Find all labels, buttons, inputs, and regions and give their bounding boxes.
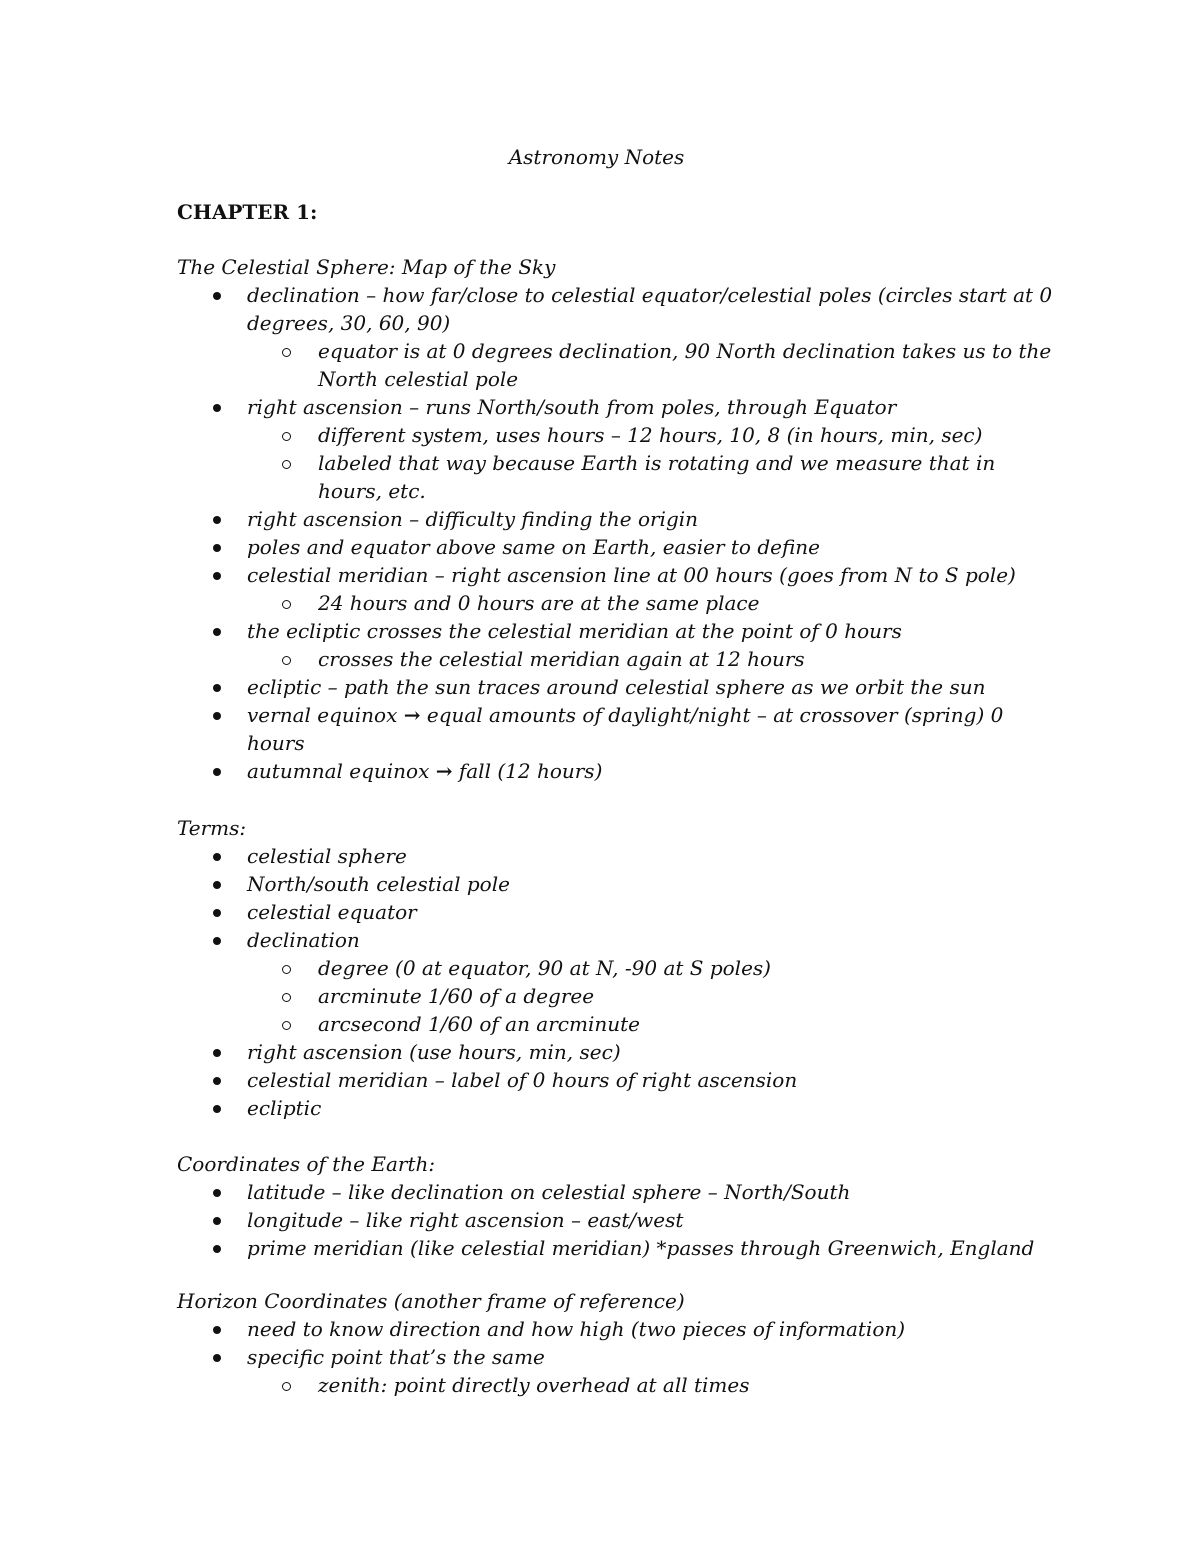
list-item (247, 617, 1057, 673)
list-item (247, 842, 1057, 870)
list-item-text-end: equal amounts of daylight/night – at crossover (spring) 0 hours (247, 703, 1004, 755)
list-item (247, 561, 1057, 617)
list-item-text: poles and equator above same on Earth, easier to define (247, 535, 821, 559)
document-title: Astronomy Notes (508, 145, 685, 169)
sub-list (247, 337, 1057, 393)
sub-list-item (318, 589, 1057, 617)
list-item (247, 505, 1057, 533)
list-item-text: right ascension (use hours, min, sec) (247, 1040, 621, 1064)
list-item (247, 926, 1057, 1038)
sub-list-item (318, 1371, 1057, 1399)
list-item-text: celestial equator (247, 900, 417, 924)
bullet-icon (213, 1189, 221, 1197)
sub-list-item (318, 421, 1057, 449)
list-item-text: need to know direction and how high (two pieces of information) (247, 1317, 906, 1341)
section-celestial-sphere (177, 253, 1057, 785)
section-heading: The Celestial Sphere: Map of the Sky (177, 255, 556, 279)
sub-list (247, 645, 1057, 673)
list-item (247, 701, 1057, 757)
section-horizon-coordinates (177, 1287, 1057, 1399)
bullet-list (177, 281, 1057, 785)
list-item (247, 870, 1057, 898)
sub-list (247, 421, 1057, 505)
list-item (247, 898, 1057, 926)
sub-list-item (318, 449, 1057, 505)
bullet-icon (213, 1217, 221, 1225)
sub-list-item-text: arcminute 1/60 of a degree (318, 984, 595, 1008)
sub-list (247, 589, 1057, 617)
list-item (247, 1234, 1057, 1262)
hollow-bullet-icon (282, 1021, 291, 1030)
bullet-icon (213, 292, 221, 300)
sub-list-item (318, 337, 1057, 393)
bullet-icon (213, 572, 221, 580)
bullet-icon (213, 853, 221, 861)
bullet-list (177, 1315, 1057, 1399)
hollow-bullet-icon (282, 993, 291, 1002)
hollow-bullet-icon (282, 460, 291, 469)
sub-list-item-text: arcsecond 1/60 of an arcminute (318, 1012, 640, 1036)
sub-list (247, 1371, 1057, 1399)
list-item (247, 1066, 1057, 1094)
bullet-icon (213, 1245, 221, 1253)
section-terms (177, 814, 1057, 1122)
list-item (247, 393, 1057, 505)
list-item-text: celestial sphere (247, 844, 407, 868)
list-item (247, 673, 1057, 701)
bullet-icon (213, 1105, 221, 1113)
list-item-text: longitude – like right ascension – east/west (247, 1208, 684, 1232)
sub-list-item-text: crosses the celestial meridian again at 12 hours (318, 647, 805, 671)
list-item-text: declination (247, 928, 360, 952)
bullet-icon (213, 516, 221, 524)
list-item (247, 1178, 1057, 1206)
list-item (247, 533, 1057, 561)
list-item-text-end: fall (12 hours) (452, 759, 603, 783)
list-item-text: ecliptic (247, 1096, 322, 1120)
hollow-bullet-icon (282, 432, 291, 441)
list-item (247, 1094, 1057, 1122)
hollow-bullet-icon (282, 656, 291, 665)
bullet-icon (213, 1077, 221, 1085)
list-item (247, 757, 1057, 785)
list-item-text-start: vernal equinox (247, 703, 404, 727)
list-item (247, 281, 1057, 393)
bullet-icon (213, 404, 221, 412)
section-heading: Terms: (177, 816, 247, 840)
list-item-text: declination – how far/close to celestial equator/celestial poles (circles start at 0 degrees, 30, 60, 90) (247, 283, 1053, 335)
bullet-list (177, 842, 1057, 1122)
list-item-text: North/south celestial pole (247, 872, 510, 896)
list-item-text: right ascension – runs North/south from poles, through Equator (247, 395, 897, 419)
section-heading: Coordinates of the Earth: (177, 1152, 436, 1176)
sub-list-item-text: zenith: point directly overhead at all times (318, 1373, 750, 1397)
list-item-text: the ecliptic crosses the celestial meridian at the point of 0 hours (247, 619, 902, 643)
hollow-bullet-icon (282, 348, 291, 357)
list-item-text: right ascension – difficulty finding the origin (247, 507, 699, 531)
list-item (247, 1343, 1057, 1399)
bullet-icon (213, 909, 221, 917)
sub-list-item-text: 24 hours and 0 hours are at the same place (318, 591, 760, 615)
bullet-icon (213, 1326, 221, 1334)
list-item-text: celestial meridian – right ascension line at 00 hours (goes from N to S pole) (247, 563, 1016, 587)
right-arrow-icon: → (403, 703, 421, 727)
list-item-text-start: autumnal equinox (247, 759, 436, 783)
right-arrow-icon: → (435, 759, 453, 783)
bullet-icon (213, 628, 221, 636)
hollow-bullet-icon (282, 1382, 291, 1391)
sub-list-item (318, 954, 1057, 982)
sub-list-item (318, 645, 1057, 673)
sub-list-item (318, 1010, 1057, 1038)
hollow-bullet-icon (282, 600, 291, 609)
bullet-icon (213, 544, 221, 552)
bullet-icon (213, 684, 221, 692)
bullet-icon (213, 1354, 221, 1362)
chapter-heading: CHAPTER 1: (177, 200, 318, 224)
list-item (247, 1206, 1057, 1234)
list-item (247, 1038, 1057, 1066)
list-item-text: specific point that’s the same (247, 1345, 545, 1369)
sub-list-item-text: different system, uses hours – 12 hours, 10, 8 (in hours, min, sec) (318, 423, 983, 447)
bullet-icon (213, 937, 221, 945)
sub-list-item (318, 982, 1057, 1010)
list-item-text: ecliptic – path the sun traces around celestial sphere as we orbit the sun (247, 675, 986, 699)
hollow-bullet-icon (282, 965, 291, 974)
section-earth-coordinates (177, 1150, 1057, 1262)
list-item (247, 1315, 1057, 1343)
bullet-icon (213, 712, 221, 720)
section-heading: Horizon Coordinates (another frame of reference) (177, 1289, 685, 1313)
sub-list-item-text: degree (0 at equator, 90 at N, -90 at S poles) (318, 956, 771, 980)
bullet-icon (213, 768, 221, 776)
bullet-list (177, 1178, 1057, 1262)
list-item-text: prime meridian (like celestial meridian) *passes through Greenwich, England (247, 1236, 1035, 1260)
list-item-text: celestial meridian – label of 0 hours of right ascension (247, 1068, 798, 1092)
bullet-icon (213, 1049, 221, 1057)
sub-list-item-text: equator is at 0 degrees declination, 90 North declination takes us to the North celestial pole (318, 339, 1052, 391)
sub-list-item-text: labeled that way because Earth is rotating and we measure that in hours, etc. (318, 451, 996, 503)
list-item-text: latitude – like declination on celestial sphere – North/South (247, 1180, 851, 1204)
bullet-icon (213, 881, 221, 889)
sub-list (247, 954, 1057, 1038)
